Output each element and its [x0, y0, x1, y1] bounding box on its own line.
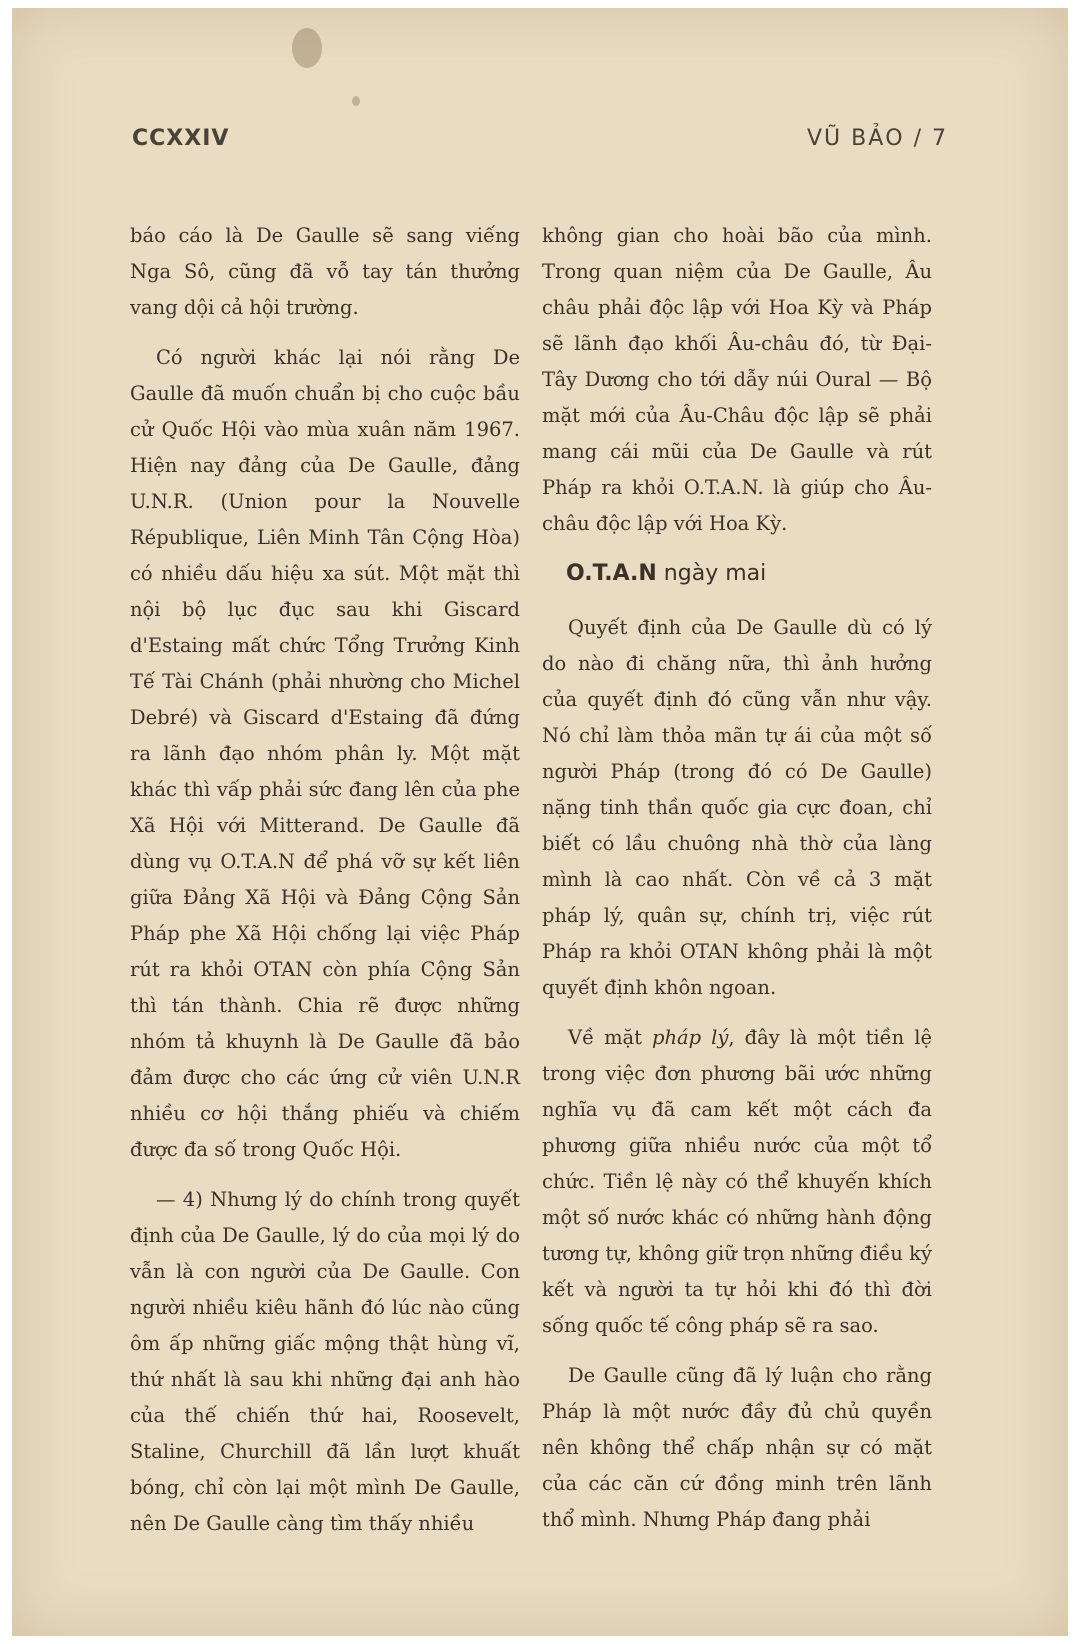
paragraph: De Gaulle cũng đã lý luận cho rằng Pháp là một nước đầy đủ chủ quyền nên không thể chấp nhận sự có mặt của các căn cứ đồng minh trên lãnh thổ mình. Nhưng Pháp đang phải: [542, 1364, 932, 1531]
paragraph: báo cáo là De Gaulle sẽ sang viếng Nga Sô, cũng đã vỗ tay tán thưởng vang dội cả hội trường.: [130, 224, 520, 319]
section-heading-bold: O.T.A.N: [566, 561, 657, 586]
page-header-right: VŨ BẢO / 7: [807, 126, 948, 151]
paragraph: Quyết định của De Gaulle dù có lý do nào đi chăng nữa, thì ảnh hưởng của quyết định đó cũng vẫn như vậy. Nó chỉ làm thỏa mãn tự ái của một số người Pháp (trong đó có De Gaulle) nặng tinh thần quốc gia cực đoan, chỉ biết có lầu chuông nhà thờ của làng mình là cao nhất. Còn về cả 3 mặt pháp lý, quân sự, chính trị, việc rút Pháp ra khỏi OTAN không phải là một quyết định khôn ngoan.: [542, 616, 932, 999]
book-page: [12, 8, 1068, 1636]
paragraph-text: Về mặt: [568, 1026, 653, 1049]
page-header-left: CCXXIV: [132, 126, 230, 151]
paragraph-text: , đây là một tiền lệ trong việc đơn phương bãi ước những nghĩa vụ đã cam kết một cách đa phương giữa nhiều nước của một tổ chức. Tiền lệ này có thể khuyến khích một số nước khác có những hành động tương tự, không giữ trọn những điều ký kết và người ta tự hỏi khi đó thì đời sống quốc tế công pháp sẽ ra sao.: [542, 1026, 932, 1337]
paragraph: [542, 1020, 932, 1344]
paragraph: — 4) Nhưng lý do chính trong quyết định của De Gaulle, lý do của mọi lý do vẫn là con người của De Gaulle. Con người nhiều kiêu hãnh đó lúc nào cũng ôm ấp những giấc mộng thật hùng vĩ, thứ nhất là sau khi những đại anh hào của thế chiến thứ hai, Roosevelt, Staline, Churchill đã lần lượt khuất bóng, chỉ còn lại một mình De Gaulle, nên De Gaulle càng tìm thấy nhiều: [130, 1188, 520, 1535]
italic-term: pháp lý: [652, 1026, 729, 1049]
right-column: [542, 218, 932, 1552]
page-stain: [352, 96, 360, 106]
section-heading: [566, 556, 932, 592]
left-column: [130, 218, 520, 1556]
paragraph: Có người khác lại nói rằng De Gaulle đã muốn chuẩn bị cho cuộc bầu cử Quốc Hội vào mùa xuân năm 1967. Hiện nay đảng của De Gaulle, đảng U.N.R. (Union pour la Nouvelle République, Liên Minh Tân Cộng Hòa) có nhiều dấu hiệu xa sút. Một mặt thì nội bộ lục đục sau khi Giscard d'Estaing mất chức Tổng Trưởng Kinh Tế Tài Chánh (phải nhường cho Michel Debré) và Giscard d'Estaing đã đứng ra lãnh đạo nhóm phân ly. Một mặt khác thì vấp phải sức đang lên của phe Xã Hội với Mitterand. De Gaulle đã dùng vụ O.T.A.N để phá vỡ sự kết liên giữa Đảng Xã Hội và Đảng Cộng Sản Pháp phe Xã Hội chống lại việc Pháp rút ra khỏi OTAN còn phía Cộng Sản thì tán thành. Chia rẽ được những nhóm tả khuynh là De Gaulle đã bảo đảm được cho các ứng cử viên U.N.R nhiều cơ hội thắng phiếu và chiếm được đa số trong Quốc Hội.: [130, 346, 520, 1161]
section-heading-rest: ngày mai: [656, 561, 767, 586]
paragraph: không gian cho hoài bão của mình. Trong quan niệm của De Gaulle, Âu châu phải độc lập với Hoa Kỳ và Pháp sẽ lãnh đạo khối Âu-châu đó, từ Đại-Tây Dương cho tới dẫy núi Oural — Bộ mặt mới của Âu-Châu độc lập sẽ phải mang cái mũi của De Gaulle và rút Pháp ra khỏi O.T.A.N. là giúp cho Âu-châu độc lập với Hoa Kỳ.: [542, 224, 932, 535]
page-stain: [292, 28, 322, 68]
